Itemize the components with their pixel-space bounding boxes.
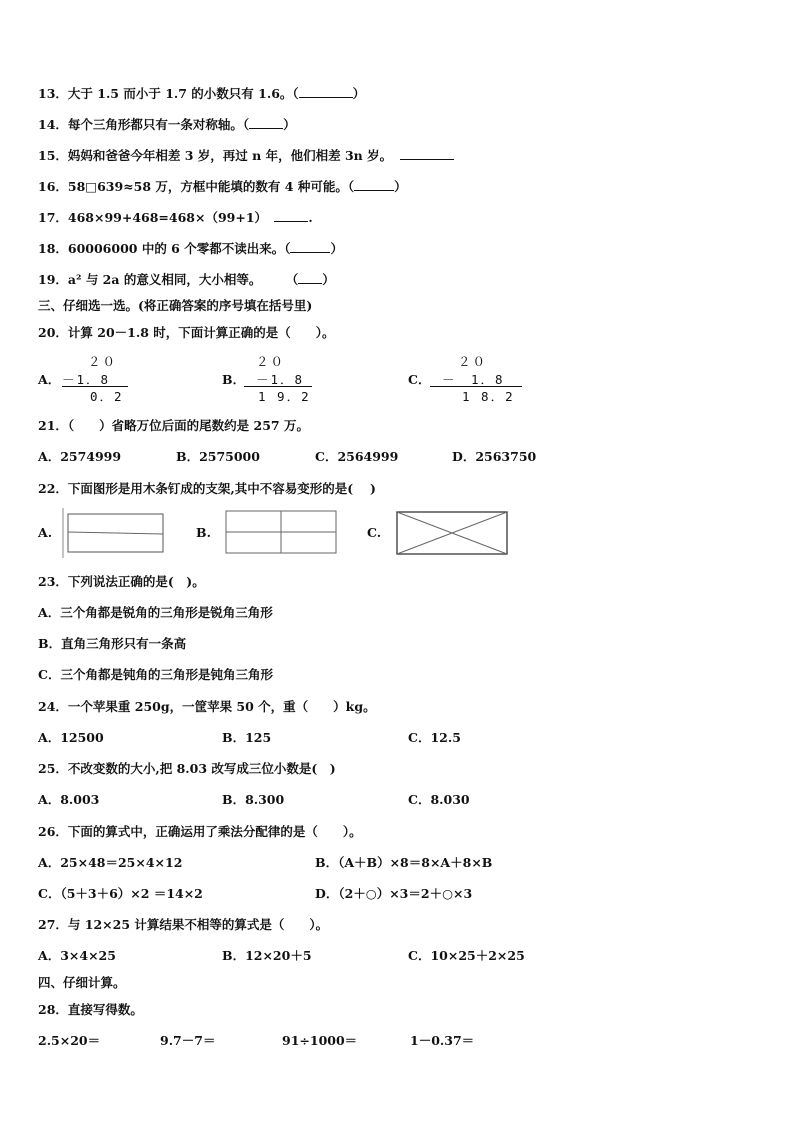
section-4-heading: 四、仔细计算。 [38, 975, 126, 990]
option-27-a[interactable]: A．3×4×25 [38, 948, 116, 963]
question-17: 17．468×99+468=468×（99+1） . [38, 210, 313, 225]
option-23-c[interactable]: C．三个角都是钝角的三角形是钝角三角形 [38, 667, 273, 682]
option-25-c[interactable]: C．8.030 [408, 792, 470, 807]
section-3-heading: 三、仔细选一选。(将正确答案的序号填在括号里) [38, 298, 313, 313]
option-21-b[interactable]: B．2575000 [176, 449, 260, 464]
option-26-d[interactable]: D．（2＋○）×3＝2＋○×3 [315, 886, 473, 901]
option-24-a[interactable]: A．12500 [38, 730, 104, 745]
question-21-stem: 21．（ ）省略万位后面的尾数约是 257 万。 [38, 418, 309, 433]
frame-diagonals-icon [393, 506, 511, 558]
question-20-stem: 20．计算 20－1.8 时，下面计算正确的是（ ）。 [38, 325, 335, 340]
option-26-b[interactable]: B．（A＋B）×8＝8×A＋8×B [315, 855, 493, 870]
answer-blank[interactable] [274, 208, 308, 222]
option-27-b[interactable]: B．12×20＋5 [222, 948, 312, 963]
option-24-b[interactable]: B．125 [222, 730, 272, 745]
question-24-stem: 24．一个苹果重 250g，一筐苹果 50 个，重（ ）kg。 [38, 699, 376, 714]
option-21-a[interactable]: A．2574999 [38, 449, 122, 464]
frame-one-diagonal-icon [60, 506, 168, 560]
calc-expression: 91÷1000＝ [282, 1033, 358, 1048]
question-26-stem: 26．下面的算式中，正确运用了乘法分配律的是（ ）。 [38, 824, 362, 839]
answer-blank[interactable] [249, 115, 283, 129]
option-27-c[interactable]: C．10×25＋2×25 [408, 948, 525, 963]
option-21-d[interactable]: D．2563750 [452, 449, 537, 464]
option-25-b[interactable]: B．8.300 [222, 792, 285, 807]
question-22-stem: 22．下面图形是用木条钉成的支架,其中不容易变形的是( ) [38, 481, 376, 496]
question-15: 15．妈妈和爸爸今年相差 3 岁，再过 n 年，他们相差 3n 岁。 [38, 146, 454, 164]
option-23-b[interactable]: B．直角三角形只有一条高 [38, 636, 187, 651]
question-19: 19．a² 与 2a 的意义相同，大小相等。 （ ） [38, 272, 335, 287]
option-26-a[interactable]: A．25×48＝25×4×12 [38, 855, 183, 870]
answer-blank[interactable] [299, 84, 353, 98]
option-21-c[interactable]: C．2564999 [315, 449, 399, 464]
option-23-a[interactable]: A．三个角都是锐角的三角形是锐角三角形 [38, 605, 273, 620]
question-16: 16．58□639≈58 万，方框中能填的数有 4 种可能。（ ） [38, 179, 407, 194]
question-13: 13．大于 1.5 而小于 1.7 的小数只有 1.6。（ ） [38, 86, 366, 101]
option-24-c[interactable]: C．12.5 [408, 730, 461, 745]
answer-blank[interactable] [354, 177, 394, 191]
frame-cross-bars-icon [222, 506, 340, 558]
calc-expression: 1－0.37＝ [410, 1033, 475, 1048]
calc-expression: 9.7－7＝ [160, 1033, 216, 1048]
answer-blank[interactable] [290, 239, 330, 253]
answer-blank[interactable] [400, 146, 454, 160]
option-25-a[interactable]: A．8.003 [38, 792, 100, 807]
option-26-c[interactable]: C．（5＋3＋6）×2 ＝14×2 [38, 886, 203, 901]
question-28-stem: 28．直接写得数。 [38, 1002, 143, 1017]
question-23-stem: 23．下列说法正确的是( )。 [38, 574, 205, 589]
question-14: 14．每个三角形都只有一条对称轴。（ ） [38, 117, 296, 132]
question-27-stem: 27．与 12×25 计算结果不相等的算式是（ ）。 [38, 917, 329, 932]
answer-blank[interactable] [298, 270, 322, 284]
calc-expression: 2.5×20＝ [38, 1033, 101, 1048]
question-18: 18．60006000 中的 6 个零都不读出来。（ ） [38, 241, 343, 256]
question-25-stem: 25．不改变数的大小,把 8.03 改写成三位小数是( ) [38, 761, 336, 776]
